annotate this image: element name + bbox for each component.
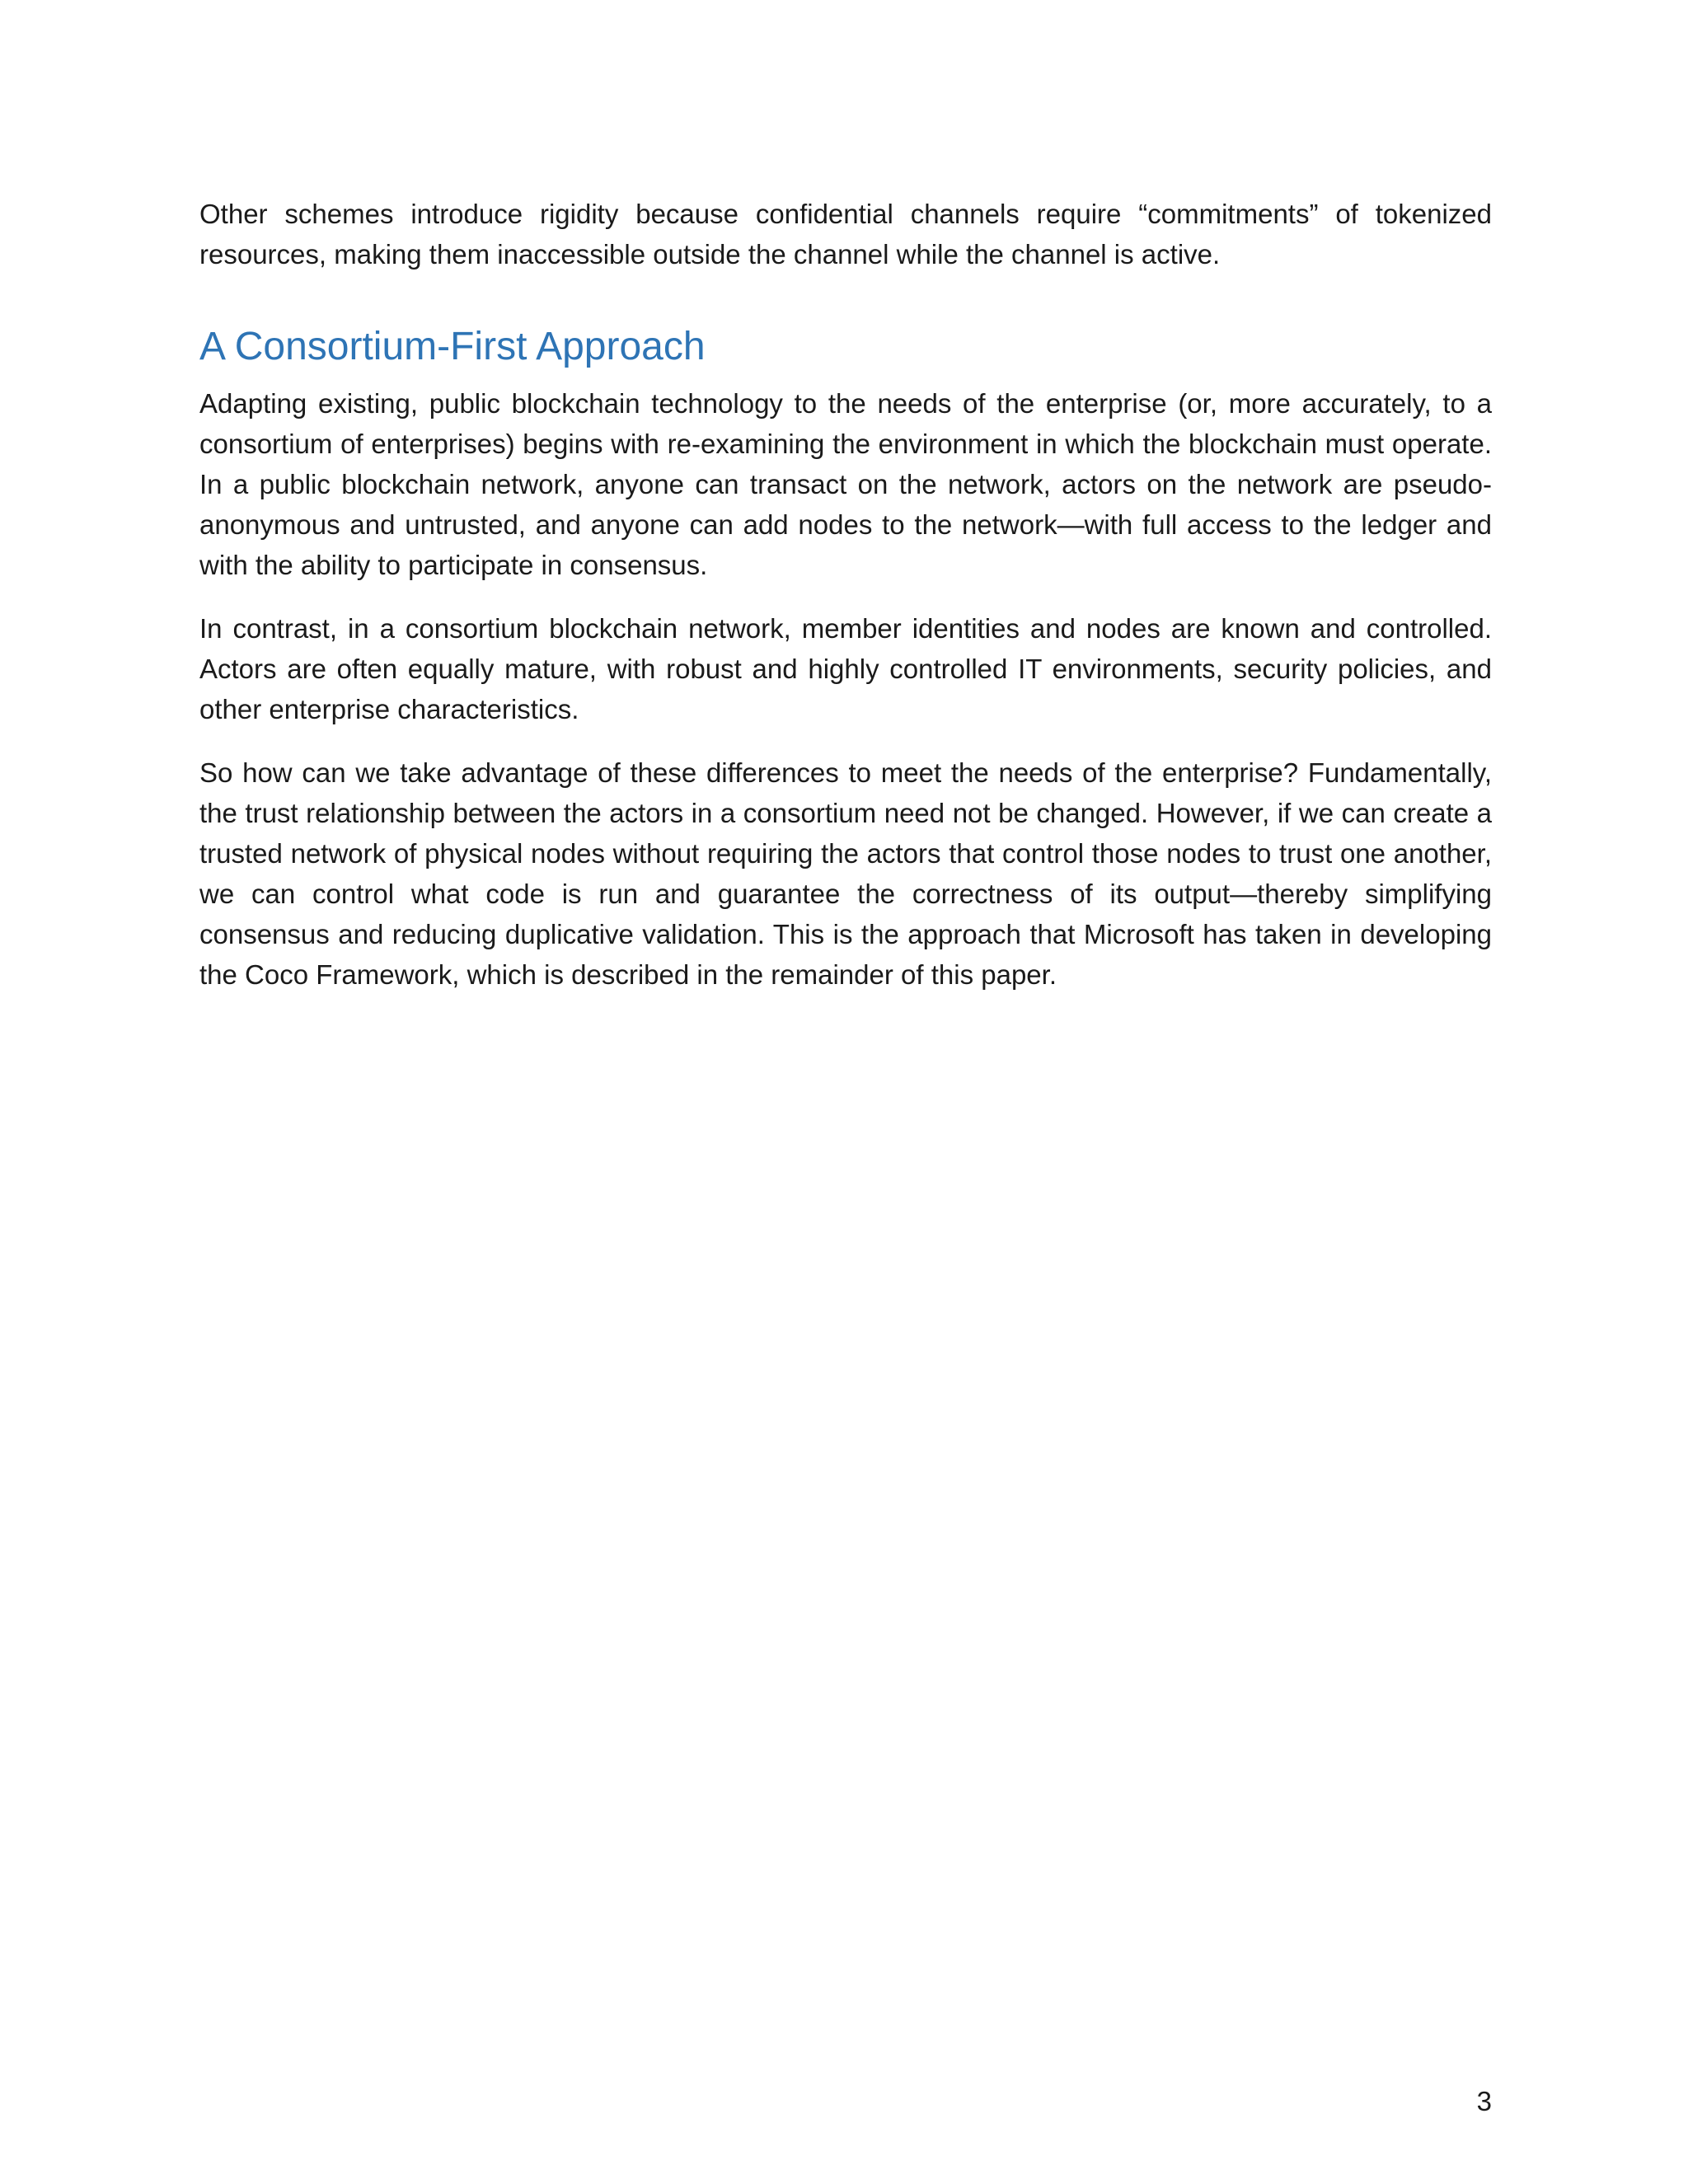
section-heading: A Consortium-First Approach <box>199 325 706 368</box>
body-paragraph-2: In contrast, in a consortium blockchain network, member identities and nodes are known and controlled. Actors are often equally mature, with robust and highly controlled IT environments, security policies, and other enterprise characteristics. <box>199 613 1492 724</box>
page-content <box>199 194 1492 1018</box>
body-paragraph-3: So how can we take advantage of these differences to meet the needs of the enterprise? Fundamentally, the trust relationship between the actors in a consortium need not be changed. However, if we can create a trusted network of physical nodes without requiring the actors that control those nodes to trust one another, we can control what code is run and guarantee the correctness of its output—thereby simplifying consensus and reducing duplicative validation. This is the approach that Microsoft has taken in developing the Coco Framework, which is described in the remainder of this paper. <box>199 757 1492 990</box>
body-paragraph-1: Adapting existing, public blockchain technology to the needs of the enterprise (or, more accurately, to a consortium of enterprises) begins with re-examining the environment in which the blockchain must operate. In a public blockchain network, anyone can transact on the network, actors on the network are pseudo-anonymous and untrusted, and anyone can add nodes to the network—with full access to the ledger and with the ability to participate in consensus. <box>199 388 1492 580</box>
intro-paragraph: Other schemes introduce rigidity because confidential channels require “commitments” of tokenized resources, making them inaccessible outside the channel while the channel is active. <box>199 199 1492 269</box>
page-number: 3 <box>1476 2086 1492 2116</box>
